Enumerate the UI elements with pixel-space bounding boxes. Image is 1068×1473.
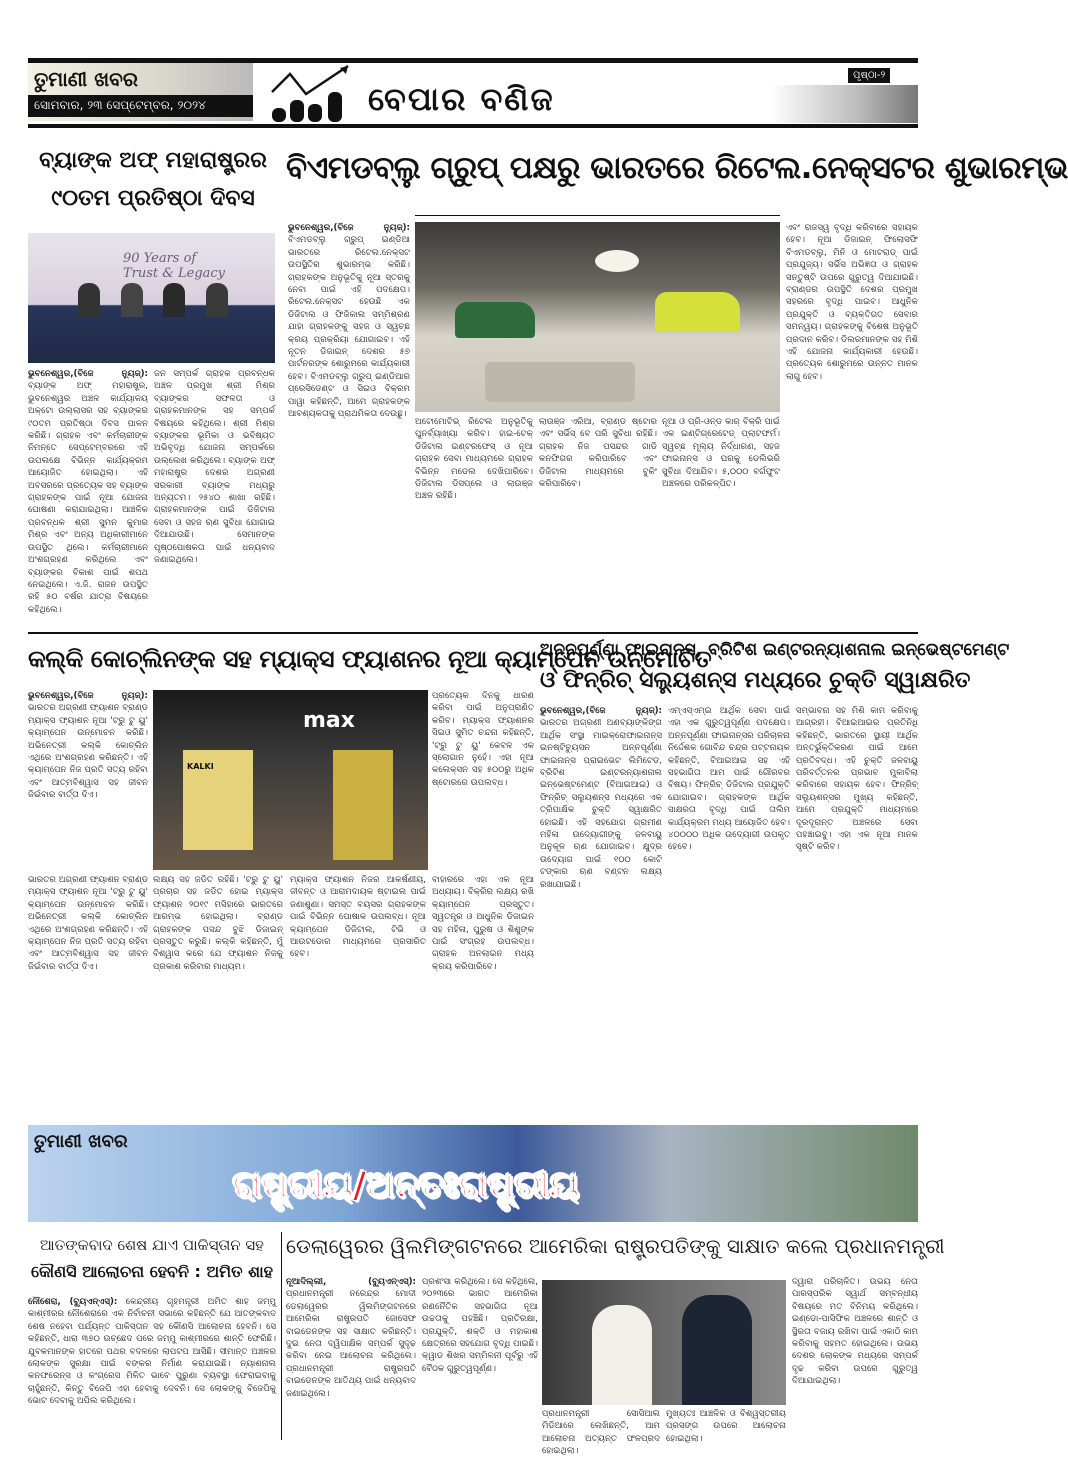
kalki-body-2: ପ୍ରତ୍ୟେକ ଦିନକୁ ଧାରଣ କରିବା ପାଇଁ ଅନୁପ୍ରାଣିତ କରିବ। ମ୍ୟାକ୍ସ ଫ୍ୟାଶନର ସିଇଓ ସୁମିତ ଚନ୍ଦନା କହିଛନ୍ତି, 'ଟ୍ରୁ ଟୁ ୟୁ' କେବଳ ଏକ ସ୍ଲୋଗାନ ନୁହେଁ। ଏହା ନୂଆ କଲେକ୍ସନ ସହ ୫୦୦ରୁ ଅଧିକ ଷ୍ଟୋରରେ ଉପଲବ୍ଧ। (432, 691, 534, 788)
section-divider (28, 632, 918, 634)
shah-body (28, 1296, 276, 1440)
kalki-column-5 (290, 874, 426, 1114)
kalki-column-3 (28, 874, 148, 1114)
bmw-column-5 (786, 222, 918, 626)
bank-event-photo (28, 233, 275, 363)
banner-paper-name: ତୁମାଣୀ ଖବର (34, 1131, 128, 1152)
paper-name: ତୁମାଣୀ ଖବର (34, 67, 138, 91)
shah-headline-line1: ଆତଙ୍କବାଦ ଶେଷ ଯାଏ ପାକିସ୍ତାନ ସହ (40, 1236, 264, 1254)
bmw-body-2: ଅଟୋମୋଟିଭ୍ ରିଟେଲ ଅନୁଭୂତିକୁ ପୁନର୍ବ୍ୟାଖ୍ୟା କରିବ। ହାଇ-ଟେକ୍ ଡିଜିଟାଲ ଇଣ୍ଟରଫେସ୍ ଓ ନୂଆ ଗ୍ରାହକ ସେବା ମାଧ୍ୟମରେ ଗ୍ରାହକ ବିଭିନ୍ନ ମଡେଲ ଦେଖିପାରିବେ। ଡିଜିଟାଲ ଡିସପ୍ଲେ ଓ ଲାଉଞ୍ଜ ଅଞ୍ଚଳ ରହିଛି। (415, 417, 533, 502)
kalki-body-4: ମ୍ୟାକ୍ସ ଫ୍ୟାଶନ ନିଜର ଆକର୍ଷଣୀୟ, ଜୀବନ୍ତ ଓ ଆରାମଦାୟକ ଷ୍ଟାଇଲ ପାଇଁ ଜଣାଶୁଣା। ସମସ୍ତ ବୟସର ଗ୍ରାହକଙ୍କ ପାଇଁ ବିଭିନ୍ନ ପୋଷାକ ଉପଲବ୍ଧ। ନୂଆ କ୍ୟାମ୍ପେନ ଡିଜିଟାଲ, ଟିଭି ଓ ଆଉଟଡୋର ମାଧ୍ୟମରେ ପ୍ରସାରିତ ହେବ। (290, 875, 426, 960)
modi-column-4 (666, 1408, 786, 1444)
modi-body-1: ପ୍ରଧାନମନ୍ତ୍ରୀ ନରେନ୍ଦ୍ର ମୋଦୀ ଡେଲାୱେରର ୱିଲମିଙ୍ଗଟନରେ ଆମେରିକା ରାଷ୍ଟ୍ରପତି ଜୋସେଫ ବାଇଡେନଙ୍କ ସହ ସାକ୍ଷାତ କରିଛନ୍ତି। ଦୁଇ ନେତା ଦ୍ୱିପାକ୍ଷିକ ସମ୍ପର୍କ ସୁଦୃଢ କରିବା ନେଇ ଆଲୋଚନା କରିଥିଲେ। ପ୍ରଧାନମନ୍ତ୍ରୀ ରାଷ୍ଟ୍ରପତି ବାଇଡେନଙ୍କ ଆତିଥ୍ୟ ପାଇଁ ଧନ୍ୟବାଦ ଜଣାଇଥିଲେ। (286, 1289, 416, 1399)
bmw-byline: ଭୁବନେଶ୍ୱର,(ବିଜେ ନ୍ୟୁଜ୍): (288, 223, 410, 233)
coin-stacks-image (770, 85, 918, 123)
poster-text: KALKI (187, 762, 214, 771)
max-store-sign: max (303, 708, 355, 733)
bank-photo-banner-text: 90 Years of Trust & Legacy (123, 251, 226, 281)
date-bar (28, 95, 253, 117)
kalki-body-1: ଭାରତର ଅଗ୍ରଣୀ ଫ୍ୟାଶନ ବ୍ରାଣ୍ଡ ମ୍ୟାକ୍ସ ଫ୍ୟାଶନ ନୂଆ 'ଟ୍ରୁ ଟୁ ୟୁ' କ୍ୟାମ୍ପେନ ଉନ୍ମୋଚନ କରିଛି। ଅଭିନେତ୍ରୀ କଲ୍କି କୋଚ୍‌ଲିନ ଏଥିରେ ଅଂଶଗ୍ରହଣ କରିଛନ୍ତି। ଏହି କ୍ୟାମ୍ପେନ ନିଜ ପ୍ରତି ସତ୍ୟ ରହିବା ଏବଂ ଆତ୍ମବିଶ୍ୱାସ ସହ ଜୀବନ ଜିଇଁବାର ବାର୍ତ୍ତା ଦିଏ। (28, 703, 148, 801)
biden-figure (682, 1295, 752, 1405)
bank-byline: ଭୁବନେଶ୍ୱର,(ବିଜେ ନ୍ୟୁଜ୍): (28, 369, 148, 379)
bank-body-1: ବ୍ୟାଙ୍କ ଅଫ୍ ମହାରାଷ୍ଟ୍ର, ଭୁବନେଶ୍ୱର ଅଞ୍ଚଳ କାର୍ଯ୍ୟାଳୟ ଅକ୍ଟୋ ଉଲ୍ଲାସର ସହ ବ୍ୟାଙ୍କର ୯୦ତମ ପ୍ରତିଷ୍ଠା ଦିବସ ପାଳନ କରିଛି। ଗ୍ରାହକ ଏବଂ କର୍ମଚାରୀଙ୍କ ନିମନ୍ତେ ସେପ୍ଟେମ୍ବରରେ ଏହି ଉପଲକ୍ଷେ ବିଭିନ୍ନ କାର୍ଯ୍ୟକ୍ରମ ଆୟୋଜିତ ହୋଇଥିଲା। ଏହି ଅବସରରେ ପ୍ରତ୍ୟେକ ସହ ବ୍ୟାଙ୍କ ଗ୍ରାହକଙ୍କ ପାଇଁ ନୂଆ ଯୋଜନା ଘୋଷଣା କରାଯାଇଥିଲା। ଆଞ୍ଚଳିକ ପ୍ରବନ୍ଧକ ଶ୍ରୀ ସୁମନ କୁମାର ମିଶ୍ର ଏବଂ ଅନ୍ୟ ଅଧିକାରୀମାନେ ଉପସ୍ଥିତ ଥିଲେ। କର୍ମଚାରୀମାନେ ଅଂଶଗ୍ରହଣ କରିଥିଲେ ଏବଂ ବ୍ୟାଙ୍କର ବିକାଶ ପାଇଁ ଶପଥ ନେଇଥିଲେ। ଏ.ଜି. ରାଜନ ଉପସ୍ଥିତ ରହି ୫୦ ବର୍ଷର ଯାତ୍ରା ବିଷୟରେ କହିଥିଲେ। (28, 381, 148, 615)
modi-column-3 (542, 1408, 660, 1457)
modi-body-5: ଦ୍ୱାରା ପରିଚାଳିତ। ଉଭୟ ନେତା ପାରସ୍ପରିକ ସ୍ୱାର୍ଥ ସମ୍ବନ୍ଧୀୟ ବିଷୟରେ ମତ ବିନିମୟ କରିଥିଲେ। ଇଣ୍ଡୋ-ପାସିଫିକ ଅଞ୍ଚଳରେ ଶାନ୍ତି ଓ ସ୍ଥିରତା ବଜାୟ ରଖିବା ପାଇଁ ଏକାଠି କାମ କରିବାକୁ ସହମତ ହୋଇଥିଲେ। ଉଭୟ ଦେଶର ଲୋକଙ୍କ ମଧ୍ୟରେ ସମ୍ପର୍କ ଦୃଢ କରିବା ଉପରେ ଗୁରୁତ୍ୱ ଦିଆଯାଇଥିଲା। (792, 1277, 918, 1387)
kalki-byline: ଭୁବନେଶ୍ୱର,(ବିଜେ ନ୍ୟୁଜ୍): (28, 691, 148, 701)
bmw-column-1 (288, 222, 410, 626)
growth-coins-icon (268, 64, 358, 124)
kalki-column-4 (153, 874, 283, 1114)
shah-body-text: କେନ୍ଦ୍ରୀୟ ଗୃହମନ୍ତ୍ରୀ ଅମିତ ଶାହ ଜମ୍ମୁ କାଶ୍ମୀରର ନୌଶେରାରେ ଏକ ନିର୍ବାଚନୀ ସଭାରେ କହିଛନ୍ତି ଯେ ଆତଙ୍କବାଦ ଶେଷ ନହେବା ପର୍ଯ୍ୟନ୍ତ ପାକିସ୍ତାନ ସହ କୌଣସି ଆଲୋଚନା ହେବନି। ସେ କହିଛନ୍ତି, ଧାରା ୩୭୦ ଉଚ୍ଛେଦ ପରେ ଜମ୍ମୁ କାଶ୍ମୀରରେ ଶାନ୍ତି ଫେରିଛି। ଯୁବକମାନଙ୍କ ହାତରେ ପଥର ବଦଳରେ ଲାପଟପ ଆସିଛି। ସୀମାନ୍ତ ଅଞ୍ଚଳର ଲୋକଙ୍କ ସୁରକ୍ଷା ପାଇଁ ବଙ୍କର ନିର୍ମାଣ କରାଯାଇଛି। ନ୍ୟାଶନାଲ କନଫରେନ୍ସ ଓ କଂଗ୍ରେସ ମିଳିତ ଭାବେ ପୁରୁଣା ବ୍ୟବସ୍ଥା ଫେରାଇବାକୁ ଚାହୁଁଛନ୍ତି, କିନ୍ତୁ ବିଜେପି ଏହା ହେବାକୁ ଦେବନି। ସେ ଲୋକଙ୍କୁ ବିଜେପିକୁ ଭୋଟ ଦେବାକୁ ଅପିଲ କରିଥିଲେ। (28, 1297, 277, 1407)
bank-body-2: ଜନ ସମ୍ପର୍କ ଗ୍ରାହକ ପ୍ରବନ୍ଧକ ଅଞ୍ଚଳ ପ୍ରମୁଖ ଶ୍ରୀ ମିଶ୍ର ବ୍ୟାଙ୍କର ସଫଳତା ଓ ଗ୍ରାହକମାନଙ୍କ ସହ ସମ୍ପର୍କ ବିଷୟରେ କହିଥିଲେ। ଶ୍ରୀ ମିଶ୍ର ବ୍ୟାଙ୍କର ଭୂମିକା ଓ ଭବିଷ୍ୟତ ଅଭିବୃଦ୍ଧି ଯୋଜନା ସମ୍ପର୍କରେ ଉଲ୍ଲେଖ କରିଥିଲେ। ବ୍ୟାଙ୍କ ଅଫ୍ ମହାରାଷ୍ଟ୍ର ଦେଶର ଅଗ୍ରଣୀ ସରକାରୀ ବ୍ୟାଙ୍କ ମଧ୍ୟରୁ ଅନ୍ୟତମ। ୨୫୪୦ ଶାଖା ରହିଛି। ଗ୍ରାହକମାନଙ୍କ ପାଇଁ ଡିଜିଟାଲ ସେବା ଓ ସହଜ ଋଣ ସୁବିଧା ଯୋଗାଇ ଦିଆଯାଉଛି। ସେମାନଙ୍କ ପୃଷ୍ଠପୋଷକତା ପାଇଁ ଧନ୍ୟବାଦ ଜଣାଇଥିଲେ। (154, 369, 275, 566)
bmw-body-3: ଲାଉଞ୍ଜ ଏରିଆ, ବ୍ରାଣ୍ଡ ଷ୍ଟୋର ଏବଂ ସର୍ଭିସ୍ ବେ ପରି ସୁବିଧା ରହିଛି। ଗ୍ରାହକ ନିଜ ପସନ୍ଦର ଗାଡି କନଫିଗର କରିପାରିବେ ଏବଂ ଡିଜିଟାଲ ମାଧ୍ୟମରେ ବୁକିଂ କରିପାରିବେ। (539, 417, 657, 490)
kalki-column-1 (28, 690, 148, 870)
national-banner (28, 1125, 918, 1222)
bank-photo-people (68, 283, 238, 313)
modi-byline: ନୂଆଦିଲ୍ଲୀ, (ବ୍ୟୁଏନ୍‌ଏସ୍): (286, 1277, 416, 1287)
bmw-headline-rule (415, 215, 780, 216)
bmw-column-4 (662, 416, 780, 626)
yellow-car (655, 292, 740, 332)
bmw-body-4: ନୂଆ ଓ ପ୍ରି-ଓନ୍ଡ କାର୍ ବିକ୍ରି ପାଇଁ ଏକ ଇଣ୍ଟିଗ୍ରେଟେଡ୍ ପ୍ଲାଟଫର୍ମ। ସ୍ୱଚ୍ଛ ମୂଲ୍ୟ ନିର୍ଦ୍ଧାରଣ, ସହଜ ଫାଇନାନ୍ସ ଓ ଘରକୁ ଡେଲିଭରି ସୁବିଧା ଦିଆଯିବ। ୫,୦୦୦ ବର୍ଗଫୁଟ ଅଞ୍ଚଳରେ ପରିକଳ୍ପିତ। (662, 417, 780, 490)
masthead-bottom-rule (28, 124, 918, 128)
modi-column-2 (422, 1276, 538, 1440)
modi-figure (592, 1305, 652, 1405)
max-display-poster (333, 750, 393, 860)
column-divider (281, 1232, 282, 1440)
lamp (595, 250, 639, 272)
annapurna-headline-line1: ଅନ୍ନପୂର୍ଣ୍ଣା ଫାଇନାନ୍ସ, ବ୍ରିଟିଶ ଇଣ୍ଟରନ୍ୟାଶନାଲ ଇନ୍‌ଭେଷ୍ଟମେଣ୍ଟ (540, 640, 1010, 660)
bmw-showroom-photo (415, 222, 780, 412)
modi-biden-photo (542, 1280, 786, 1405)
issue-date: ସୋମବାର, ୨୩ ସେପ୍ଟେମ୍ବର, ୨୦୨୪ (34, 98, 206, 112)
bmw-column-3 (539, 416, 657, 626)
annapurna-column-2 (668, 705, 790, 1115)
modi-column-1 (286, 1276, 416, 1440)
annapurna-column-1 (540, 705, 662, 1115)
modi-column-5 (792, 1276, 918, 1440)
bank-headline-line2: ୯୦ତମ ପ୍ରତିଷ୍ଠା ଦିବସ (51, 186, 255, 211)
banner-title: ରାଷ୍ଟ୍ରୀୟ/ଅନ୍ତଃରାଷ୍ଟ୍ରୀୟ (233, 1165, 580, 1206)
annapurna-headline-line2: ଓ ଫିନ୍‌ରିଚ୍ ସଲ୍ୟୁଶନ୍ସ ମଧ୍ୟରେ ଚୁକ୍ତି ସ୍ୱାକ୍ଷରିତ (540, 668, 971, 693)
kalki-body-5: ବାହାରରେ ଏହା ଏକ ନୂଆ ଅଧ୍ୟାୟ। ବିକ୍ରିର ଲକ୍ଷ୍ୟ ରଖି କ୍ୟାମ୍ପେନ ପ୍ରସ୍ତୁତ। ସ୍ୱତନ୍ତ୍ର ଓ ଆଧୁନିକ ଡିଜାଇନ ସହ ମହିଳା, ପୁରୁଷ ଓ ଶିଶୁଙ୍କ ପାଇଁ ସଂଗ୍ରହ ଉପଲବ୍ଧ। ଗ୍ରାହକ ଅନଲାଇନ ମଧ୍ୟ କ୍ରୟ କରିପାରିବେ। (432, 875, 534, 972)
annapurna-body-3: ସମ୍ଭାବନା ସହ ମିଶି କାମ କରିବାକୁ ଆଗ୍ରହୀ। ବିଆଇଆଇର ପ୍ରତିନିଧି କହିଛନ୍ତି, ଭାରତରେ ସ୍ଥାୟୀ ଆର୍ଥିକ ଅନ୍ତର୍ଭୁକ୍ତିକରଣ ପାଇଁ ଆମେ ପ୍ରତିବଦ୍ଧ। ଏହି ଚୁକ୍ତି ଜଳବାୟୁ ପରିବର୍ତ୍ତନର ପ୍ରଭାବ ମୁକାବିଲା କରିବାରେ ସହାୟକ ହେବ। ଫିନ୍‌ରିଚ୍ ସଲ୍ୟୁଶନ୍ସର ମୁଖ୍ୟ କହିଛନ୍ତି, ଆମେ ପ୍ରଯୁକ୍ତି ମାଧ୍ୟମରେ ଦୂରଦୂରାନ୍ତ ଅଞ୍ଚଳରେ ସେବା ପହଞ୍ଚାଇବୁ। ଏହା ଏକ ନୂଆ ମାନକ ସୃଷ୍ଟି କରିବ। (796, 706, 918, 853)
annapurna-byline: ଭୁବନେଶ୍ୱର,(ବିଜେ ନ୍ୟୁଜ୍): (540, 706, 662, 716)
kalki-body-1b: ଭାରତର ଅଗ୍ରଣୀ ଫ୍ୟାଶନ ବ୍ରାଣ୍ଡ ମ୍ୟାକ୍ସ ଫ୍ୟାଶନ ନୂଆ 'ଟ୍ରୁ ଟୁ ୟୁ' କ୍ୟାମ୍ପେନ ଉନ୍ମୋଚନ କରିଛି। ଅଭିନେତ୍ରୀ କଲ୍କି କୋଚ୍‌ଲିନ ଏଥିରେ ଅଂଶଗ୍ରହଣ କରିଛନ୍ତି। ଏହି କ୍ୟାମ୍ପେନ ନିଜ ପ୍ରତି ସତ୍ୟ ରହିବା ଏବଂ ଆତ୍ମବିଶ୍ୱାସ ସହ ଜୀବନ ଜିଇଁବାର ବାର୍ତ୍ତା ଦିଏ। (28, 875, 148, 972)
shah-headline-line2: କୌଣସି ଆଲୋଚନା ହେବନି : ଅମିତ ଶାହ (31, 1262, 273, 1281)
page-number: ପୃଷ୍ଠା-୨ (848, 68, 890, 83)
bank-headline-line1: ବ୍ୟାଙ୍କ ଅଫ୍ ମହାରାଷ୍ଟ୍ରର (39, 148, 267, 173)
shah-byline: ନୌଶେରା, (ବ୍ୟୁଏନ୍‌ଏସ୍): (28, 1297, 118, 1307)
kalki-poster (183, 750, 253, 850)
modi-body-2: ପ୍ରଶଂସା କରିଥିଲେ। ସେ କହିଥିଲେ, ୨୦୨୩ରେ ଭାରତ ଆମେରିକା ରଣନୈତିକ ସହଭାଗିତା ନୂଆ ଉଚ୍ଚତାକୁ ପହଞ୍ଚିଛି। ପ୍ରତିରକ୍ଷା, ପ୍ରଯୁକ୍ତି, ଶକ୍ତି ଓ ମହାକାଶ କ୍ଷେତ୍ରରେ ସହଯୋଗ ବୃଦ୍ଧି ପାଇଛି। କ୍ୱାଡ ଶିଖର ସମ୍ମିଳନୀ ପୂର୍ବରୁ ଏହି ବୈଠକ ଗୁରୁତ୍ୱପୂର୍ଣ୍ଣ। (422, 1277, 538, 1374)
kalki-body-3: ଲକ୍ଷ୍ୟ ସହ ଜଡିତ ରହିଛି। 'ଟ୍ରୁ ଟୁ ୟୁ' ପ୍ରଚାର ସହ ଜଡିତ ହୋଇ ମ୍ୟାକ୍ସ ଫ୍ୟାଶନ ୨୦୧୯ ମସିହାରେ ଭାରତରେ ଆରମ୍ଭ ହୋଇଥିଲା। ବ୍ରାଣ୍ଡ ଗ୍ରାହକଙ୍କ ପସନ୍ଦ ବୁଝି ଡିଜାଇନ୍ ପ୍ରସ୍ତୁତ କରୁଛି। କଲ୍କି କହିଛନ୍ତି, ମୁଁ ବିଶ୍ୱାସ କରେ ଯେ ଫ୍ୟାଶନ ନିଜକୁ ପ୍ରକାଶ କରିବାର ମାଧ୍ୟମ। (153, 875, 283, 972)
bmw-column-2 (415, 416, 533, 626)
modi-body-4: ମୁଖ୍ୟତଃ ଆଞ୍ଚଳିକ ଓ ବିଶ୍ୱସ୍ତରୀୟ ପ୍ରସଙ୍ଗ ଉପରେ ଆଲୋଚନା ହୋଇଥିଲା। (666, 1409, 786, 1444)
sofa (485, 362, 635, 402)
max-store-photo (153, 690, 428, 870)
annapurna-body-2: ଏମ୍‌ଏସ୍‌ଏମ୍‌ଇ ଆର୍ଥିକ ସେବା ପାଇଁ ଏହା ଏକ ଗୁରୁତ୍ୱପୂର୍ଣ୍ଣ ପଦକ୍ଷେପ। ଅନ୍ନପୂର୍ଣ୍ଣା ଫାଇନାନ୍ସର ପରିଚାଳନା ନିର୍ଦ୍ଦେଶକ ଗୋବିନ୍ଦ ଚନ୍ଦ୍ର ପଟ୍ଟନାୟକ କହିଛନ୍ତି, ବିଆଇଆଇ ସହ ଏହି ସହଭାଗିତା ଆମ ପାଇଁ ଗୌରବର ବିଷୟ। ଫିନ୍‌ରିଚ୍ ଡିଜିଟାଲ ପ୍ରଯୁକ୍ତି ଯୋଗାଇବ। ଗ୍ରାହକଙ୍କ ଆର୍ଥିକ ସାକ୍ଷରତା ବୃଦ୍ଧି ପାଇଁ ତାଲିମ କାର୍ଯ୍ୟକ୍ରମ ମଧ୍ୟ ଆୟୋଜିତ ହେବ। ୪୦୦୦୦ ଅଧିକ ଉଦ୍ୟୋଗୀ ଉପକୃତ ହେବେ। (668, 706, 790, 853)
bmw-body-1: ବିଏମଡବ୍ଲୁ ଗ୍ରୁପ୍ ଇଣ୍ଡିଆ ଭାରତରେ ରିଟେଲ.ନେକ୍ସଟ ଉପସ୍ଥିତିର ଶୁଭାରମ୍ଭ କରିଛି। ଗ୍ରାହକଙ୍କ ଅନୁଭୂତିକୁ ନୂଆ ସ୍ତରକୁ ନେବା ପାଇଁ ଏହି ପଦକ୍ଷେପ। ରିଟେଲ.ନେକ୍ସଟ ହେଉଛି ଏକ ଡିଜିଟାଲ ଓ ଫିଜିକାଲ ସମ୍ମିଶ୍ରଣ ଯାହା ଗ୍ରାହକଙ୍କୁ ସହଜ ଓ ସ୍ୱଚ୍ଛ କ୍ରୟ ପ୍ରକ୍ରିୟା ଯୋଗାଇବ। ଏହି ନୂତନ ଡିଜାଇନ୍ ଦେଶର ୫୭ ପାର୍ଟନରଙ୍କ ଶୋରୁମରେ କାର୍ଯ୍ୟକାରୀ ହେବ। ବିଏମଡବ୍ଲୁ ଗ୍ରୁପ୍ ଇଣ୍ଡିଆର ପ୍ରେସିଡେଣ୍ଟ ଓ ସିଇଓ ବିକ୍ରମ ପାୱା କହିଛନ୍ତି, ଆମେ ଗ୍ରାହକଙ୍କ ଆବଶ୍ୟକତାକୁ ପ୍ରାଥମିକତା ଦେଉଛୁ। (288, 235, 410, 420)
annapurna-body-1: ଭାରତର ଅଗ୍ରଣୀ ଅଣବ୍ୟାଙ୍କିଙ୍ଗ ଆର୍ଥିକ ସଂସ୍ଥା ମାଇକ୍ରୋଫାଇନାନ୍ସ ଇନଷ୍ଟିଚ୍ୟୁସନ ଅନ୍ନପୂର୍ଣ୍ଣା ଫାଇନାନ୍ସ ପ୍ରାଇଭେଟ ଲିମିଟେଡ, ବ୍ରିଟିଶ ଇଣ୍ଟରନ୍ୟାଶନାଲ ଇନ୍‌ଭେଷ୍ଟମେଣ୍ଟ (ବିଆଇଆଇ) ଓ ଫିନ୍‌ରିଚ୍ ସଲ୍ୟୁଶନ୍ସ ମଧ୍ୟରେ ଏକ ତ୍ରିପାକ୍ଷିକ ଚୁକ୍ତି ସ୍ୱାକ୍ଷରିତ ହୋଇଛି। ଏହି ସହଯୋଗ ଗ୍ରାମୀଣ ମହିଳା ଉଦ୍ୟୋଗୀଙ୍କୁ ଜଳବାୟୁ ଅନୁକୂଳ ଋଣ ଯୋଗାଇବ। କ୍ଷୁଦ୍ର ଉଦ୍ୟୋଗ ପାଇଁ ୧୦୦ କୋଟି ଟଙ୍କାର ଋଣ ବଣ୍ଟନ ଲକ୍ଷ୍ୟ ରଖାଯାଇଛି। (540, 718, 662, 890)
modi-body-3: ପ୍ରଧାନମନ୍ତ୍ରୀ ସୋସିଆଲ ମିଡିଆରେ ଲେଖିଛନ୍ତି, ଆମ ଆଲୋଚନା ଅତ୍ୟନ୍ତ ଫଳପ୍ରଦ ହୋଇଥିଲା। (542, 1409, 660, 1457)
green-car (455, 302, 535, 338)
bank-column-2 (154, 368, 275, 626)
modi-headline: ଡେଲାୱେରର ୱିଲମିଙ୍ଗଟନରେ ଆମେରିକା ରାଷ୍ଟ୍ରପତିଙ୍କୁ ସାକ୍ଷାତ କଲେ ପ୍ରଧାନମନ୍ତ୍ରୀ (286, 1234, 945, 1258)
masthead-logo-box (28, 63, 253, 121)
bmw-body-5: ଏବଂ ରାଜସ୍ୱ ବୃଦ୍ଧି କରିବାରେ ସହାୟକ ହେବ। ନୂଆ ଡିଜାଇନ୍ ଫିଲୋସଫି ବିଏମଡବ୍ଲୁ, ମିନି ଓ ମୋଟରାଡ୍ ପାଇଁ ପ୍ରଯୁଜ୍ୟ। ସର୍ଭିସ ଅଭିଜ୍ଞତା ଓ ଗ୍ରାହକ ସନ୍ତୁଷ୍ଟି ଉପରେ ଗୁରୁତ୍ୱ ଦିଆଯାଇଛି। ବ୍ରାଣ୍ଡର ଉପସ୍ଥିତି ଦେଶର ପ୍ରମୁଖ ସହରରେ ବୃଦ୍ଧି ପାଇବ। ଆଧୁନିକ ପ୍ରଯୁକ୍ତି ଓ ବ୍ୟକ୍ତିଗତ ସେବାର ସମନ୍ୱୟ। ଗ୍ରାହକଙ୍କୁ ବିଶେଷ ଅନୁଭୂତି ପ୍ରଦାନ କରିବ। ଡିଲରମାନଙ୍କ ସହ ମିଶି ଏହି ଯୋଜନା କାର୍ଯ୍ୟକାରୀ ହେଉଛି। ପ୍ରତ୍ୟେକ ଶୋରୁମରେ ଉନ୍ନତ ମାନକ ଲାଗୁ ହେବ। (786, 223, 918, 382)
kalki-column-6 (432, 874, 534, 1114)
annapurna-column-3 (796, 705, 918, 1115)
kalki-headline: କଲ୍କି କୋଚ୍‌ଲିନଙ୍କ ସହ ମ୍ୟାକ୍ସ ଫ୍ୟାଶନର ନୂଆ କ୍ୟାମ୍ପେନ ଉନ୍ମୋଚିତ (28, 645, 712, 673)
bmw-headline: ବିଏମଡବ୍ଲୁ ଗ୍ରୁପ୍ ପକ୍ଷରୁ ଭାରତରେ ରିଟେଲ.ନେକ୍ସଟର ଶୁଭାରମ୍ଭ (286, 150, 1068, 186)
bank-column-1 (28, 368, 148, 626)
kalki-column-2 (432, 690, 534, 870)
section-title: ବେପାର ବଣିଜ (368, 80, 555, 118)
